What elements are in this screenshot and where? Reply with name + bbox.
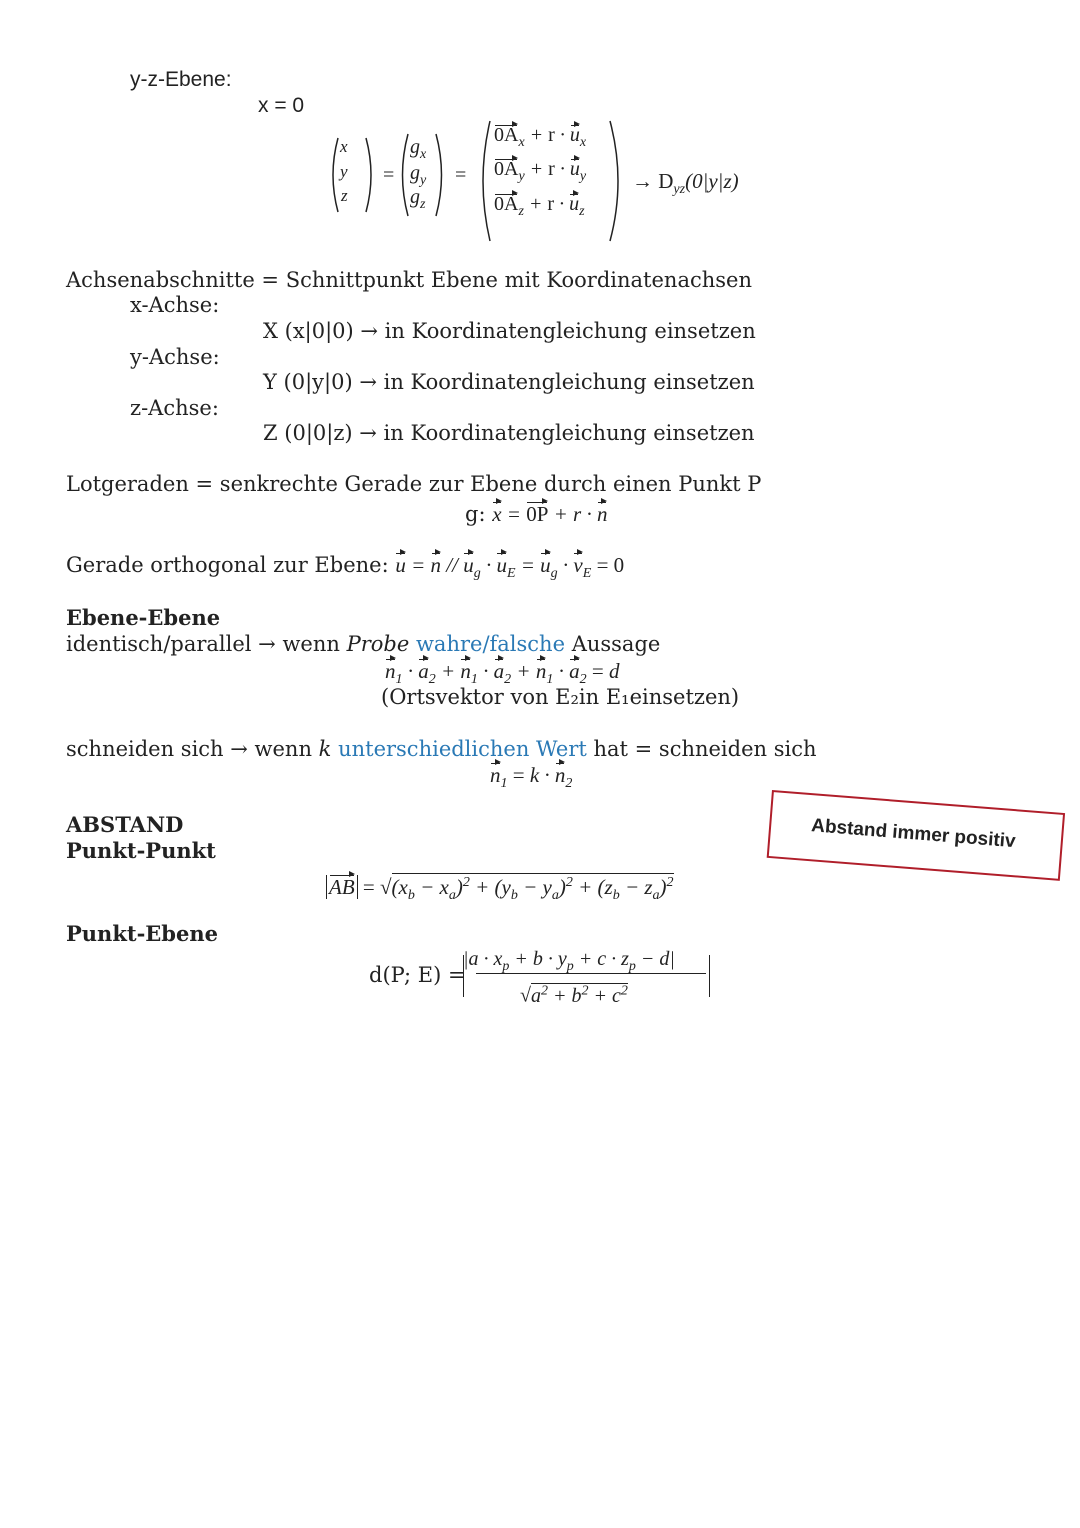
paren-pair-1 xyxy=(328,136,376,214)
abstand-heading: ABSTAND xyxy=(66,812,184,837)
punkt-ebene-heading: Punkt-Ebene xyxy=(66,921,218,946)
punkt-punkt-formula: AB = $√(x_b - x_a)^2 + (y_b - y_a)^2 + (z_b - z_a)^2$ xyxy=(326,870,674,909)
fraction-denominator: $√a^2 + b^2 + c^2$ xyxy=(520,983,628,1007)
abs-bar-right xyxy=(709,955,710,997)
vec-row-z: $0A_z + r \cdot u_z$ xyxy=(494,193,585,219)
orth-line xyxy=(66,552,624,587)
abs-bar-left xyxy=(463,955,464,997)
vec-z: z xyxy=(341,186,348,205)
ebene-schneiden xyxy=(66,736,817,762)
ebene-cut-e: hat = schneiden sich xyxy=(586,737,817,761)
yz-condition: x = 0 xyxy=(258,94,305,117)
ebene-hint: (Ortsvektor von E₂in E₁einsetzen) xyxy=(381,685,740,709)
vec-row-y: $0A_y + r \cdot u_y$ xyxy=(494,158,587,184)
ebene-l1-e: Aussage xyxy=(565,632,661,656)
fraction-bar xyxy=(476,973,706,974)
vec-gx: $g_x$ xyxy=(410,136,427,162)
schneiden-formula: $n_1 = k \cdot n_2$ xyxy=(490,763,573,792)
achsen-intro: Achsenabschnitte = Schnittpunkt Ebene mit Koordinatenachsen xyxy=(66,268,752,292)
equals-1: = xyxy=(383,164,395,186)
d-label: d(P; E) = xyxy=(369,963,466,987)
z-achse-rule: Z (0|0|z) → in Koordinatengleichung einsetzen xyxy=(263,421,755,445)
ebene-l1-a: identisch/parallel → wenn xyxy=(66,632,347,656)
vec-x: x xyxy=(340,137,348,156)
ebene-identisch xyxy=(66,631,660,657)
punkt-punkt-heading: Punkt-Punkt xyxy=(66,838,216,863)
ebene-l1-b: Probe xyxy=(346,632,410,656)
ebene-l1-d: wahre/falsche xyxy=(415,632,566,656)
vec-gy: $g_y$ xyxy=(410,162,427,188)
orth-intro: Gerade orthogonal zur Ebene: xyxy=(66,553,389,577)
x-achse-label: x-Achse: xyxy=(130,293,220,317)
note-stamp-text: Abstand immer positiv xyxy=(810,815,1017,853)
lot-formula: g: x = 0P + r · n xyxy=(465,502,608,526)
yz-result xyxy=(632,168,739,203)
note-stamp-box xyxy=(767,790,1065,881)
yz-result-arrow: → D xyxy=(632,169,674,193)
y-achse-rule: Y (0|y|0) → in Koordinatengleichung einsetzen xyxy=(263,370,755,394)
orth-formula: $u = n // u_g \cdot u_E = u_g \cdot v_E = 0$ xyxy=(395,553,625,582)
ebene-heading: Ebene-Ebene xyxy=(66,605,221,630)
lot-intro: Lotgeraden = senkrechte Gerade zur Ebene durch einen Punkt P xyxy=(66,472,762,496)
ebene-cut-d: unterschiedlichen Wert xyxy=(338,737,587,761)
ebene-formula: $n_1 \cdot a_2 + n_1 \cdot a_2 + n_1 \cdot a_2 = d$ xyxy=(385,659,620,688)
yz-heading: y-z-Ebene: xyxy=(130,68,232,91)
z-achse-label: z-Achse: xyxy=(130,396,219,420)
x-achse-rule: X (x|0|0) → in Koordinatengleichung einsetzen xyxy=(263,319,756,343)
vec-y: y xyxy=(340,162,348,181)
yz-result-sub: yz xyxy=(673,182,686,198)
vec-row-x: $0A_x + r \cdot u_x$ xyxy=(494,124,587,150)
vec-gz: $g_z$ xyxy=(410,186,426,212)
yz-result-coord: (0|y|z) xyxy=(685,169,739,193)
ebene-cut-b: k xyxy=(318,737,332,761)
y-achse-label: y-Achse: xyxy=(130,345,220,369)
ebene-cut-a: schneiden sich → wenn xyxy=(66,737,319,761)
ebene-l1-c xyxy=(409,632,416,656)
fraction-numerator: $|a \cdot x_p + b \cdot y_p + c \cdot z_p - d|$ xyxy=(463,948,675,974)
equals-2: = xyxy=(455,164,467,186)
